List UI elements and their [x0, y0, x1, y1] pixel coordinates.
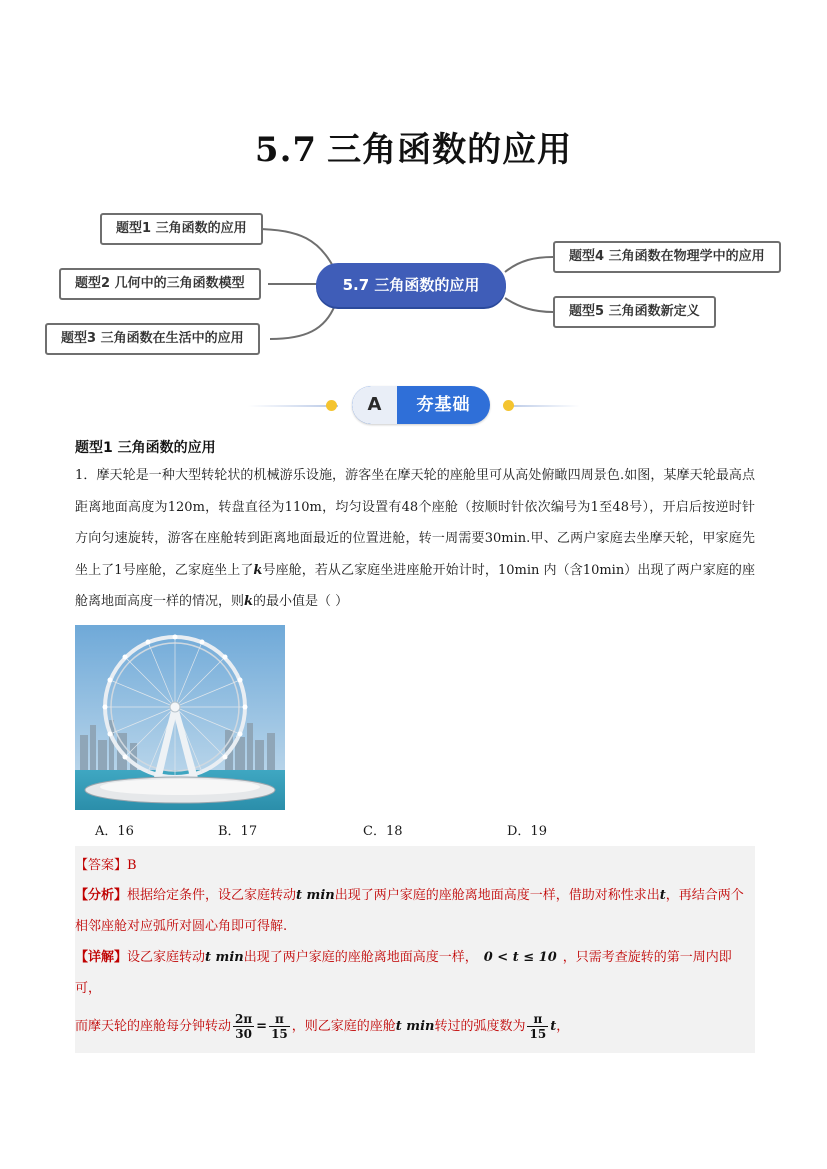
- option-a: A．16: [95, 824, 134, 839]
- analysis-c: ，再结合两个相邻座舱对应弧所对圆心角即可得解.: [75, 888, 744, 934]
- problem-text-c: 的最小值是（ ）: [253, 594, 349, 609]
- analysis-a: 根据给定条件，设乙家庭转动: [127, 888, 297, 903]
- solution-box: [75, 846, 755, 1053]
- title-number: 5.7: [254, 130, 318, 170]
- mindmap-node-type4: 题型4 三角函数在物理学中的应用: [553, 241, 781, 273]
- analysis-tmin: t min: [296, 888, 335, 903]
- option-b: B．17: [218, 824, 258, 839]
- detail-tmin: t min: [205, 950, 244, 965]
- banner-label: 夯基础: [416, 395, 471, 415]
- mindmap-node-type3: 题型3 三角函数在生活中的应用: [45, 323, 260, 355]
- section-banner: [352, 386, 490, 424]
- detail2-c: 转过的弧度数为: [434, 1019, 526, 1034]
- title-text: 三角函数的应用: [327, 130, 573, 170]
- option-c: C．18: [363, 824, 403, 839]
- banner-dot-right: [503, 400, 514, 411]
- mindmap-node-type5: 题型5 三角函数新定义: [553, 296, 716, 328]
- detail-paragraph-2: [75, 1009, 755, 1045]
- problem-text: [75, 460, 755, 618]
- detail-paragraph: [75, 942, 755, 1004]
- analysis-t: t: [659, 888, 666, 903]
- fraction-pi-15-b: $\frac{\pi}{15}$: [529, 1012, 547, 1041]
- problem-text-b: 号座舱，若从乙家庭坐进座舱开始计时，10min 内（含10min）出现了两户家庭的座舱离地面高度一样的情况，则: [75, 562, 755, 609]
- detail-a: 设乙家庭转动: [127, 950, 206, 965]
- banner-letter: A: [352, 386, 397, 424]
- detail-c: ，只需考查旋转的第一周内即可，: [75, 950, 732, 996]
- mindmap-node-type1: 题型1 三角函数的应用: [100, 213, 263, 245]
- fraction-pi-15: $\frac{\pi}{15}$: [271, 1012, 288, 1041]
- ferris-wheel-photo: [75, 625, 285, 810]
- problem-text-a: 1．摩天轮是一种大型转轮状的机械游乐设施，游客坐在摩天轮的座舱里可从高处俯瞰四周景色.如图，某摩天轮最高点距离地面高度为120m，转盘直径为110m，均匀设置有48个座舱（按顺时针依次编号为1至48号），开启后按逆时针方向匀速旋转，游客在座舱转到距离地面最近的位置进舱，转一周需要30min.甲、乙两户家庭去坐摩天轮，甲家庭先坐上了1号座舱，乙家庭坐上了: [75, 468, 755, 578]
- var-k: k: [253, 562, 263, 578]
- fraction-2pi-30: $\frac{2\pi}{30}$: [235, 1012, 253, 1041]
- detail-tag: 【详解】: [75, 950, 128, 965]
- answer-line: 【答案】B: [75, 858, 137, 873]
- detail-inequality: 0 < t ≤ 10: [483, 950, 557, 965]
- detail2-a: 而摩天轮的座舱每分钟转动: [75, 1019, 232, 1034]
- banner-line-right: [505, 405, 580, 407]
- section-heading: 题型1 三角函数的应用: [75, 440, 216, 456]
- analysis-tag: 【分析】: [75, 888, 128, 903]
- banner-line-left: [248, 405, 338, 407]
- var-k-2: k: [244, 594, 254, 609]
- page-title: [0, 122, 827, 171]
- detail2-end: ，: [556, 1019, 570, 1034]
- detail2-t: t: [550, 1019, 557, 1034]
- detail2-tmin: t min: [395, 1019, 435, 1034]
- option-d: D．19: [507, 824, 547, 839]
- banner-dot-left: [326, 400, 337, 411]
- analysis-b: 出现了两户家庭的座舱离地面高度一样，借助对称性求出: [334, 888, 660, 903]
- mindmap-center: 5.7 三角函数的应用: [316, 263, 506, 307]
- detail2-b: ，则乙家庭的座舱: [291, 1019, 396, 1034]
- mindmap-node-type2: 题型2 几何中的三角函数模型: [59, 268, 261, 300]
- detail-b: 出现了两户家庭的座舱离地面高度一样，: [243, 950, 478, 965]
- equals-sign: =: [256, 1019, 268, 1034]
- analysis-paragraph: [75, 880, 755, 942]
